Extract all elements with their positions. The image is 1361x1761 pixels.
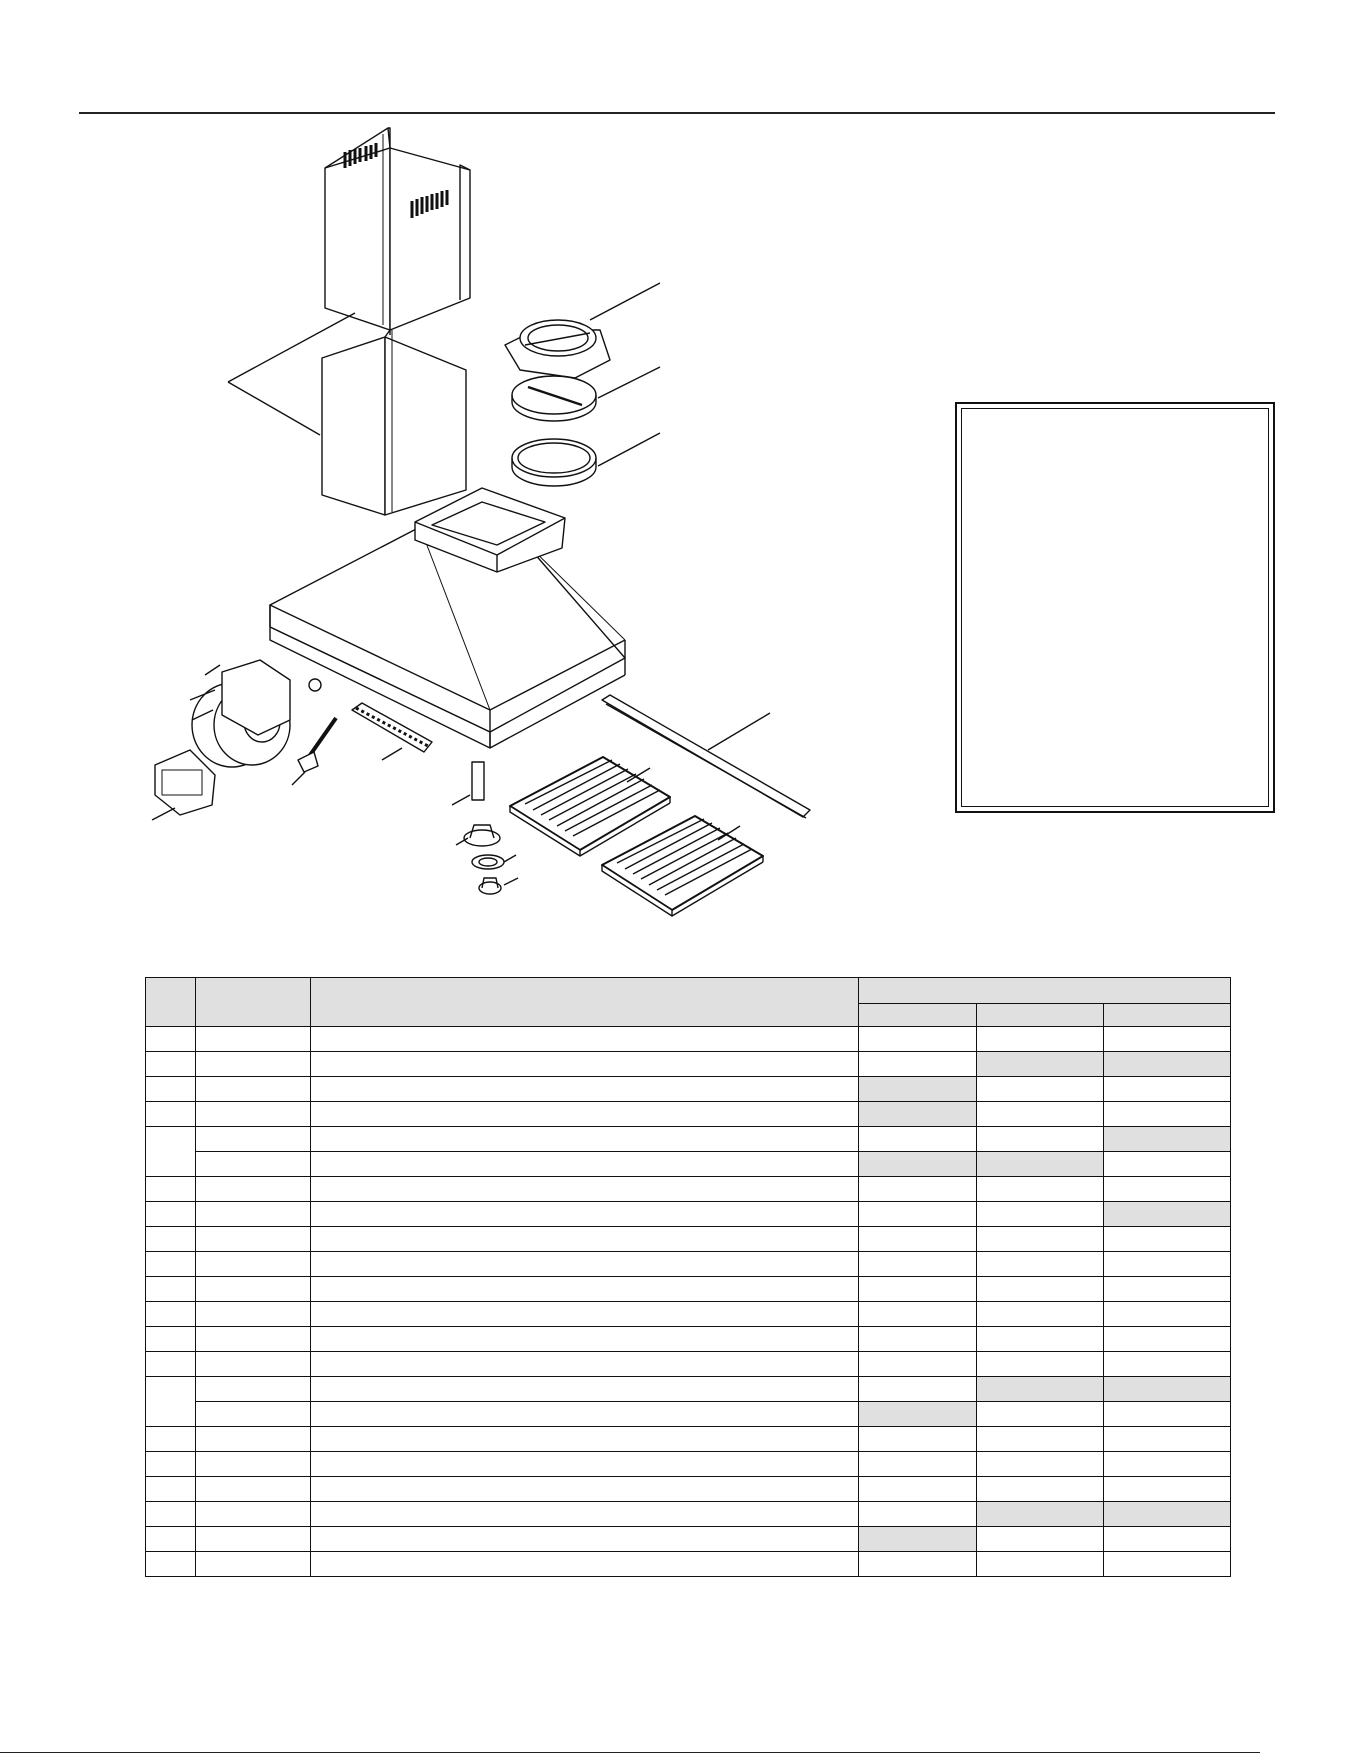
cell-part-no [196,1252,311,1277]
table-row [146,1077,1231,1102]
cell-model-2 [977,1227,1104,1252]
cell-part-no [196,1552,311,1577]
cell-model-1 [859,1052,977,1077]
table-row [146,1427,1231,1452]
cell-model-2 [977,1377,1104,1402]
table-row [146,1202,1231,1227]
cell-model-3 [1104,1052,1231,1077]
cell-description [311,1077,859,1102]
table-row [146,1152,1231,1177]
cell-model-3 [1104,1227,1231,1252]
table-row [146,1252,1231,1277]
cell-model-2 [977,1102,1104,1127]
cell-model-1 [859,1127,977,1152]
cell-description [311,1502,859,1527]
cell-ref [146,1252,196,1277]
cell-model-3 [1104,1202,1231,1227]
cell-ref [146,1427,196,1452]
cell-description [311,1477,859,1502]
cell-ref [146,1102,196,1127]
lamp-socket [452,762,484,805]
header-model-3 [1104,1004,1231,1027]
cell-description [311,1177,859,1202]
header-ref [146,978,196,1027]
cell-model-3 [1104,1302,1231,1327]
cell-model-1 [859,1202,977,1227]
duct-damper [505,283,660,378]
halogen-bulb [479,878,518,894]
cell-description [311,1302,859,1327]
cell-ref [146,1527,196,1552]
cell-model-2 [977,1302,1104,1327]
callout-line-lamp-socket [452,795,470,805]
cell-description [311,1402,859,1427]
cell-model-1 [859,1427,977,1452]
cell-description [311,1377,859,1402]
table-row [146,1102,1231,1127]
cell-part-no [196,1152,311,1177]
cell-model-1 [859,1352,977,1377]
table-row [146,1352,1231,1377]
table-row [146,1302,1231,1327]
cell-model-3 [1104,1327,1231,1352]
cell-model-3 [1104,1177,1231,1202]
cell-model-2 [977,1427,1104,1452]
duct-ring [512,433,660,486]
lower-chimney-cover [322,330,466,515]
cell-ref [146,1177,196,1202]
cell-ref [146,1127,196,1177]
table-row [146,1127,1231,1152]
light-housing [456,825,500,846]
cell-part-no [196,1227,311,1252]
cell-model-3 [1104,1127,1231,1152]
cell-model-3 [1104,1027,1231,1052]
cell-description [311,1127,859,1152]
exploded-parts-diagram [0,0,940,930]
cell-part-no [196,1127,311,1152]
cell-model-1 [859,1227,977,1252]
cell-model-1 [859,1102,977,1127]
cell-model-3 [1104,1077,1231,1102]
cell-ref [146,1552,196,1577]
parts-table [145,977,1231,1577]
cell-description [311,1527,859,1552]
callout-line-blower [205,665,220,675]
cell-part-no [196,1527,311,1552]
cell-ref [146,1202,196,1227]
cell-ref [146,1277,196,1302]
cell-model-3 [1104,1477,1231,1502]
cell-model-1 [859,1377,977,1402]
cell-model-2 [977,1552,1104,1577]
table-row [146,1377,1231,1402]
cell-model-1 [859,1477,977,1502]
cell-model-2 [977,1452,1104,1477]
cell-part-no [196,1177,311,1202]
header-model-1 [859,1004,977,1027]
cell-model-2 [977,1077,1104,1102]
cell-model-3 [1104,1427,1231,1452]
control-board [152,750,215,820]
cell-ref [146,1027,196,1052]
cell-model-3 [1104,1352,1231,1377]
table-row [146,1477,1231,1502]
cell-description [311,1202,859,1227]
cell-part-no [196,1277,311,1302]
hood-body [270,488,625,748]
cell-model-3 [1104,1452,1231,1477]
cell-ref [146,1477,196,1502]
blower-motor [190,660,321,767]
cell-model-1 [859,1277,977,1302]
callout-line-control-board [152,808,175,820]
cell-part-no [196,1302,311,1327]
cell-model-2 [977,1027,1104,1052]
callout-line-rod [292,772,305,785]
cell-ref [146,1077,196,1102]
callout-line-damper [590,283,660,320]
cell-model-3 [1104,1502,1231,1527]
cell-model-2 [977,1502,1104,1527]
table-row [146,1452,1231,1477]
table-row [146,1277,1231,1302]
cell-model-2 [977,1327,1104,1352]
cell-description [311,1552,859,1577]
cell-description [311,1027,859,1052]
cell-model-2 [977,1052,1104,1077]
cell-model-1 [859,1177,977,1202]
cell-ref [146,1327,196,1352]
table-row [146,1327,1231,1352]
cell-model-1 [859,1252,977,1277]
header-model-2 [977,1004,1104,1027]
cell-part-no [196,1052,311,1077]
cell-model-1 [859,1452,977,1477]
cell-ref [146,1377,196,1427]
cell-model-1 [859,1527,977,1552]
cell-description [311,1102,859,1127]
cell-description [311,1427,859,1452]
info-box-inner-border [961,408,1269,807]
info-box [955,402,1275,813]
cell-model-1 [859,1027,977,1052]
cell-description [311,1352,859,1377]
cell-part-no [196,1477,311,1502]
cell-part-no [196,1377,311,1402]
table-row [146,1052,1231,1077]
cell-model-2 [977,1152,1104,1177]
cell-model-1 [859,1152,977,1177]
cell-description [311,1227,859,1252]
cell-description [311,1452,859,1477]
charcoal-filter-disc [512,367,660,421]
table-row [146,1177,1231,1202]
cell-part-no [196,1427,311,1452]
callout-line-front-rail [708,713,770,750]
cell-model-1 [859,1302,977,1327]
callout-line-control-panel [382,748,402,760]
cell-model-1 [859,1327,977,1352]
cell-model-3 [1104,1377,1231,1402]
callout-line-filter-disc [598,367,660,398]
callout-line-light-ring [504,855,516,862]
table-row [146,1527,1231,1552]
table-row [146,1227,1231,1252]
cell-part-no [196,1452,311,1477]
baffle-filter-2 [602,816,763,916]
cell-description [311,1327,859,1352]
cell-model-3 [1104,1152,1231,1177]
bottom-rule [0,1752,1260,1753]
cell-ref [146,1352,196,1377]
cell-ref [146,1052,196,1077]
cell-ref [146,1227,196,1252]
parts-table-body [146,1027,1231,1577]
header-models-group [859,978,1231,1004]
table-row [146,1502,1231,1527]
cell-description [311,1152,859,1177]
cell-ref [146,1502,196,1527]
upper-chimney-cover [325,128,470,330]
cell-model-3 [1104,1552,1231,1577]
cell-part-no [196,1352,311,1377]
cell-model-2 [977,1477,1104,1502]
cell-part-no [196,1077,311,1102]
header-description [311,978,859,1027]
cell-model-3 [1104,1402,1231,1427]
cell-model-2 [977,1202,1104,1227]
table-row [146,1402,1231,1427]
cell-model-1 [859,1552,977,1577]
cell-model-3 [1104,1527,1231,1552]
cell-part-no [196,1502,311,1527]
header-part-no [196,978,311,1027]
callout-line-chimney-lower [228,382,320,435]
cell-model-2 [977,1177,1104,1202]
cell-model-2 [977,1402,1104,1427]
cell-part-no [196,1202,311,1227]
cell-model-3 [1104,1252,1231,1277]
cell-model-3 [1104,1102,1231,1127]
cell-part-no [196,1027,311,1052]
cell-description [311,1052,859,1077]
cell-part-no [196,1402,311,1427]
cell-ref [146,1302,196,1327]
cell-model-2 [977,1352,1104,1377]
cell-part-no [196,1327,311,1352]
parts-table-header-row [146,978,1231,1004]
cell-model-2 [977,1527,1104,1552]
cell-model-2 [977,1277,1104,1302]
cell-model-2 [977,1127,1104,1152]
light-ring [472,855,516,869]
table-row [146,1552,1231,1577]
deflector-rod [292,718,336,785]
cell-model-2 [977,1252,1104,1277]
cell-model-3 [1104,1277,1231,1302]
cell-description [311,1252,859,1277]
cell-model-1 [859,1502,977,1527]
callout-line-bulb [504,878,518,885]
cell-model-1 [859,1077,977,1102]
cell-part-no [196,1102,311,1127]
callout-line-ring [598,433,660,466]
cell-description [311,1277,859,1302]
cell-model-1 [859,1402,977,1427]
cell-ref [146,1452,196,1477]
table-row [146,1027,1231,1052]
